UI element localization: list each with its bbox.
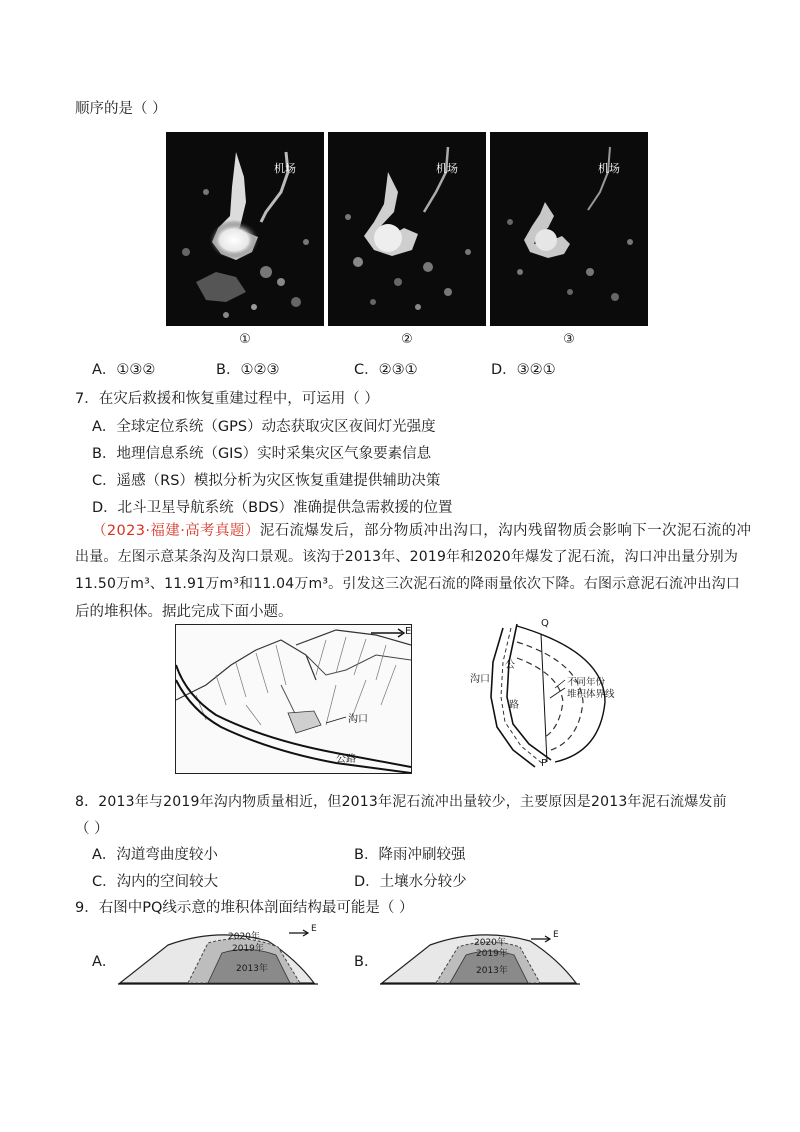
q9-compass-b: E [530, 932, 564, 944]
road-char-2: 路 [509, 700, 519, 711]
q8-option-d[interactable]: D．土壤水分较少 [354, 874, 467, 890]
q7-option-d[interactable]: D．北斗卫星导航系统（BDS）准确提供急需救援的位置 [92, 500, 453, 516]
q9-option-a-letter[interactable]: A． [92, 954, 117, 970]
boundary-label-2: 堆积体界线 [567, 689, 615, 700]
night-image-3 [490, 132, 648, 326]
passage-line-2: 出量。左图示意某条沟及沟口景观。该沟于2013年、2019年和2020年爆发了泥石流，沟口冲出量分别为 [75, 549, 739, 565]
q8-stem-tail: （ ） [75, 821, 109, 837]
compass-e-left: E [405, 626, 412, 637]
boundary-label-1: 不同年份 [567, 677, 606, 688]
q8-option-b[interactable]: B．降雨冲刷较强 [354, 847, 466, 863]
q7-option-a[interactable]: A．全球定位系统（GPS）动态获取灾区夜间灯光强度 [92, 419, 436, 435]
q8-option-c[interactable]: C．沟内的空间较大 [92, 874, 219, 890]
image-caption-1: ① [239, 332, 251, 347]
q8-option-a[interactable]: A．沟道弯曲度较小 [92, 847, 218, 863]
q7-option-c[interactable]: C．遥感（RS）模拟分析为灾区恢复重建提供辅助决策 [92, 473, 441, 489]
q9-a-layer-2013: 2013年 [236, 964, 268, 974]
q9-option-b-letter[interactable]: B． [354, 954, 379, 970]
road-label: 公路 [336, 754, 356, 765]
q9-b-layer-2020: 2020年 [474, 938, 506, 948]
passage-line-4: 后的堆积体。据此完成下面小题。 [75, 604, 293, 620]
q9-stem: 9．右图中PQ线示意的堆积体剖面结构最可能是（ ） [75, 900, 414, 916]
q6-stem-tail: 顺序的是（ ） [75, 101, 167, 117]
q7-option-b[interactable]: B．地理信息系统（GIS）实时采集灾区气象要素信息 [92, 446, 432, 462]
debris-fan-figure [455, 618, 635, 772]
airport-label-2: 机场 [436, 162, 458, 175]
q9-b-layer-2013: 2013年 [476, 966, 508, 976]
airport-label-3: 机场 [598, 162, 620, 175]
q9-compass-a: E [288, 926, 322, 938]
q7-stem: 7．在灾后救援和恢复重建过程中，可运用（ ） [75, 391, 379, 407]
q8-stem: 8．2013年与2019年沟内物质量相近，但2013年泥石流冲出量较少，主要原因是2013年泥石流爆发前 [75, 794, 727, 810]
q9-b-layer-2019: 2019年 [476, 949, 508, 959]
gully-landscape-figure [175, 624, 412, 774]
q6-option-a[interactable]: A．①③② [92, 362, 156, 378]
gully-mouth-label: 沟口 [348, 714, 368, 725]
image-caption-3: ③ [563, 332, 575, 347]
road-char-1: 公 [505, 660, 515, 671]
airport-label-1: 机场 [274, 162, 296, 175]
night-image-1 [166, 132, 324, 326]
q9-a-layer-2020: 2020年 [228, 932, 260, 942]
passage-line-3: 11.50万m³、11.91万m³和11.04万m³。引发这三次泥石流的降雨量依次下降。右图示意泥石流冲出沟口 [75, 576, 740, 592]
point-p-label: P [541, 758, 548, 769]
passage-line-1: （2023·福建·高考真题）泥石流爆发后，部分物质冲出沟口，沟内残留物质会影响下一次泥石流的冲 [92, 523, 752, 539]
point-q-label: Q [541, 618, 549, 629]
image-caption-2: ② [401, 332, 413, 347]
q6-option-d[interactable]: D．③②① [491, 362, 556, 378]
q6-option-b[interactable]: B．①②③ [216, 362, 280, 378]
q6-option-c[interactable]: C．②③① [354, 362, 418, 378]
q9-a-layer-2019: 2019年 [232, 944, 264, 954]
right-gully-label: 沟口 [470, 674, 490, 685]
night-image-2 [328, 132, 486, 326]
source-tag: （2023·福建·高考真题） [92, 523, 260, 539]
